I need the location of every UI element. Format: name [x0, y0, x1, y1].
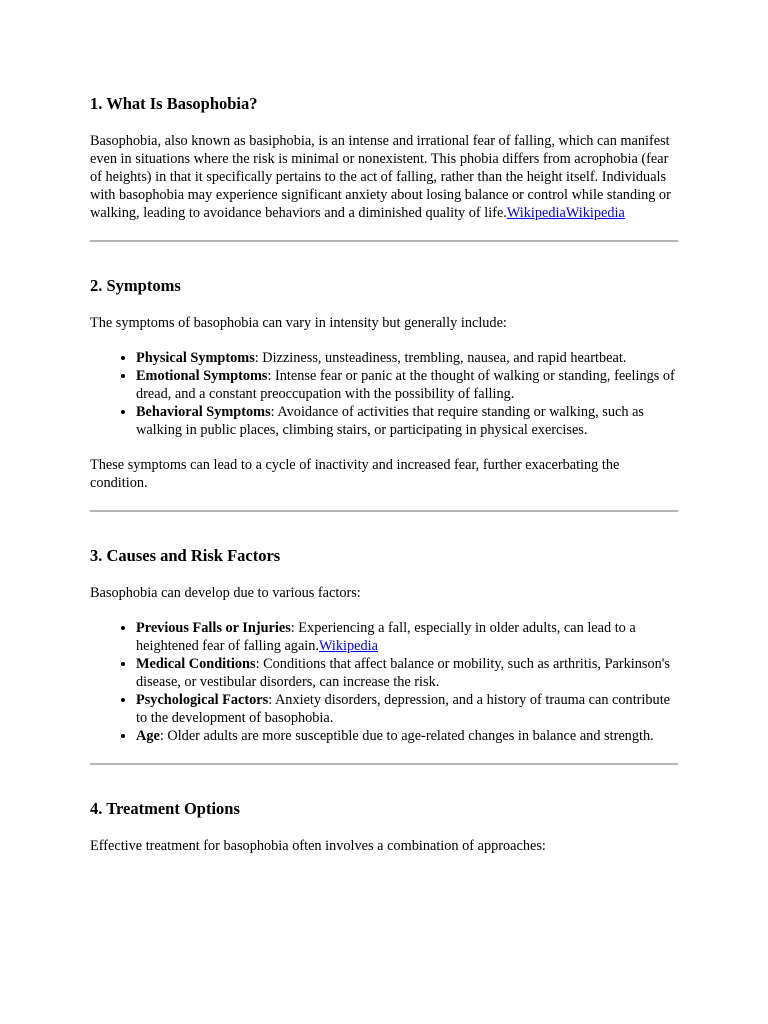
list-item-text: : Anxiety disorders, depression, and a history of trauma can contribute to the development of basophobia.: [136, 692, 671, 726]
treatment-intro: Effective treatment for basophobia often involves a combination of approaches:: [90, 838, 546, 854]
causes-intro: Basophobia can develop due to various factors:: [90, 585, 361, 601]
list-item-term: Previous Falls or Injuries: [136, 620, 291, 636]
list-item-text: : Older adults are more susceptible due to age-related changes in balance and strength.: [159, 728, 654, 744]
list-item-text: : Avoidance of activities that require standing or walking, such as walking in public places, climbing stairs, or participating in physical exercises.: [136, 404, 644, 438]
section-heading-treatment: 4. Treatment Options: [90, 799, 240, 818]
list-item: [136, 691, 678, 727]
list-item: [136, 727, 678, 745]
wikipedia-link[interactable]: Wikipedia: [319, 638, 378, 654]
list-item: [136, 367, 678, 403]
list-item-term: Emotional Symptoms: [136, 368, 268, 384]
list-item: [136, 403, 678, 439]
list-item-text: : Experiencing a fall, especially in older adults, can lead to a heightened fear of falling again.: [136, 620, 636, 654]
wikipedia-link[interactable]: Wikipedia: [506, 205, 566, 221]
symptoms-intro: The symptoms of basophobia can vary in intensity but generally include:: [90, 315, 507, 331]
list-item-term: Medical Conditions: [136, 656, 256, 672]
section-heading-causes: 3. Causes and Risk Factors: [90, 546, 281, 565]
list-item-term: Psychological Factors: [136, 692, 269, 708]
section-divider: [90, 240, 678, 242]
definition-text: Basophobia, also known as basiphobia, is an intense and irrational fear of falling, which can manifest even in situations where the risk is minimal or nonexistent. This phobia differs from acrophobia (fear of heights) in that it specifically pertains to the act of falling, rather than the height itself. Individuals with basophobia may experience significant anxiety about losing balance or control while standing or walking, leading to avoidance behaviors and a diminished quality of life.: [90, 133, 671, 221]
section-paragraph-definition: [90, 132, 678, 222]
list-item-term: Physical Symptoms: [136, 350, 255, 366]
section-divider: [90, 763, 678, 765]
wikipedia-link[interactable]: Wikipedia: [565, 205, 625, 221]
section-divider: [90, 510, 678, 512]
list-item: [136, 349, 678, 367]
symptoms-outro: These symptoms can lead to a cycle of inactivity and increased fear, further exacerbating the condition.: [90, 457, 620, 491]
section-heading-symptoms: 2. Symptoms: [90, 276, 181, 295]
list-item-term: Age: [136, 728, 160, 744]
symptoms-list: [90, 349, 678, 439]
list-item: [136, 655, 678, 691]
section-heading-what-is-basophobia: 1. What Is Basophobia?: [90, 94, 258, 113]
list-item-term: Behavioral Symptoms: [136, 404, 271, 420]
causes-list: [90, 619, 678, 745]
list-item-text: : Dizziness, unsteadiness, trembling, nausea, and rapid heartbeat.: [254, 350, 627, 366]
list-item-text: : Conditions that affect balance or mobility, such as arthritis, Parkinson's disease, or vestibular disorders, can increase the risk.: [136, 656, 670, 690]
list-item-text: : Intense fear or panic at the thought of walking or standing, feelings of dread, and a constant preoccupation with the possibility of falling.: [136, 368, 675, 402]
list-item: [136, 619, 678, 655]
